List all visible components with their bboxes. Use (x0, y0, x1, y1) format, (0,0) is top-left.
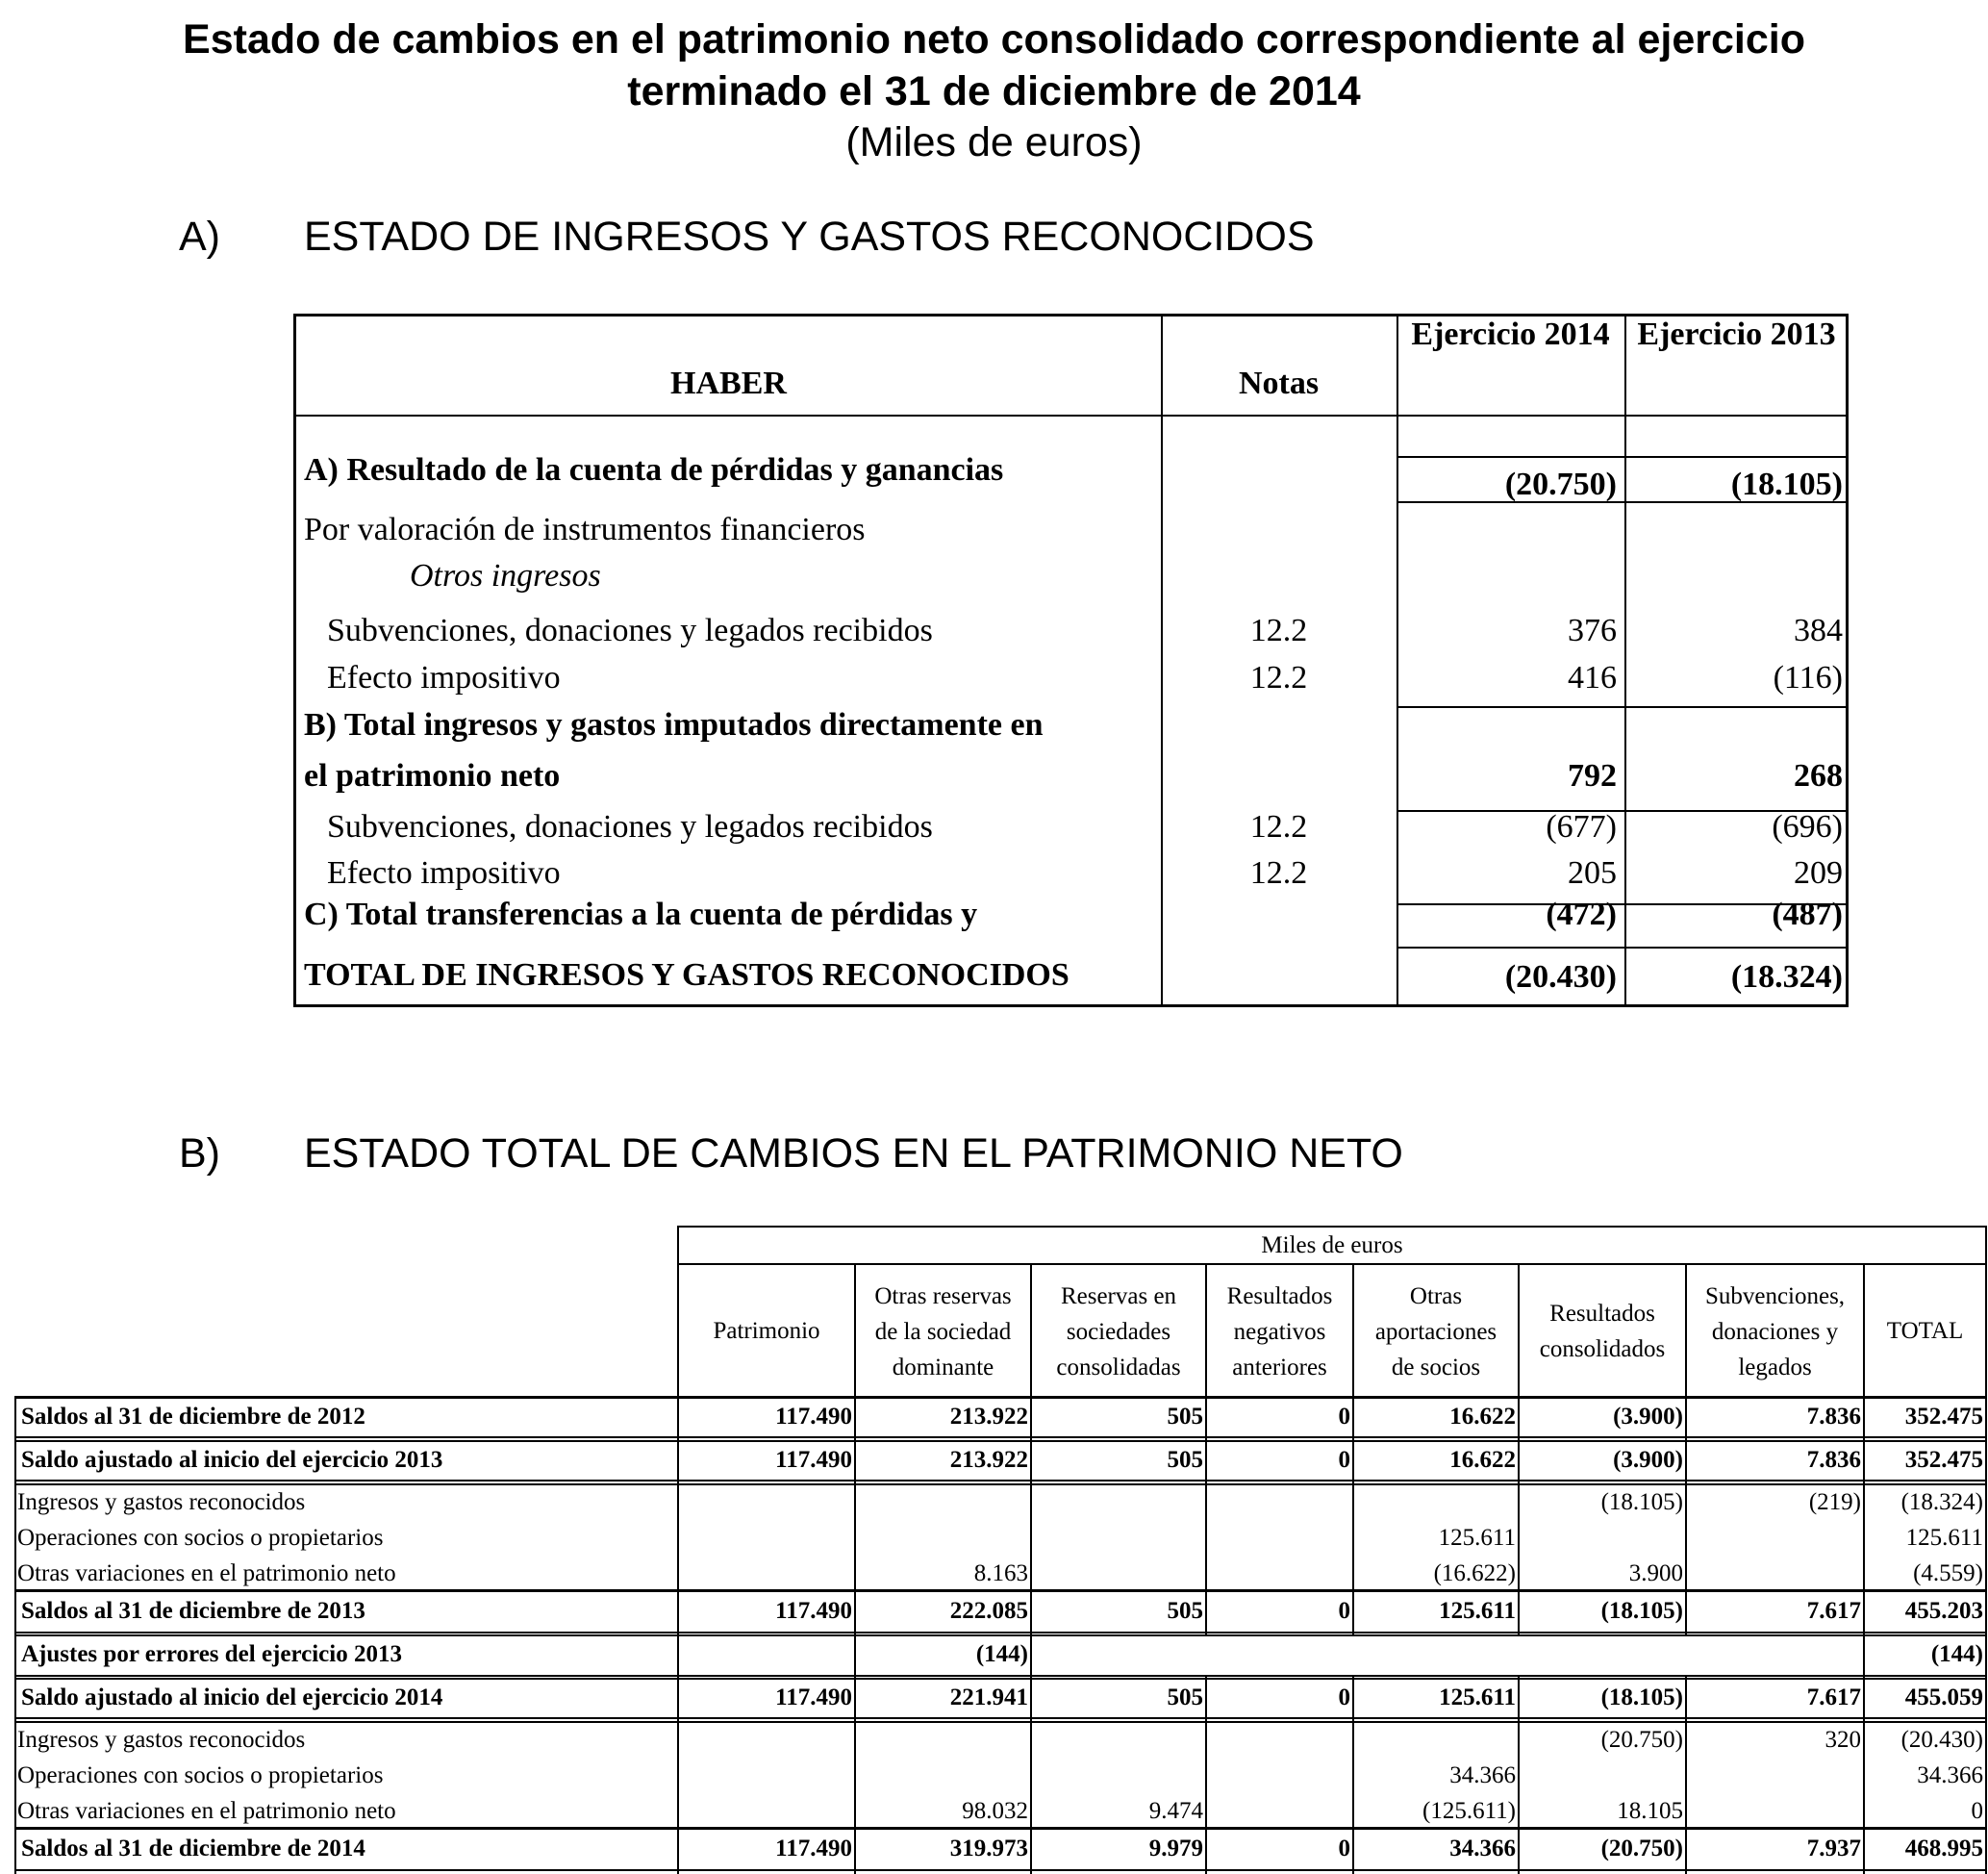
table-row-label: Ingresos y gastos reconocidos (17, 1489, 306, 1515)
row-note: 12.2 (1249, 855, 1308, 891)
row-value-2013: (696) (1772, 809, 1843, 845)
table-cell: 0 (1338, 1684, 1350, 1710)
col-header-otras-aportaciones: Otras aportaciones de socios (1374, 1283, 1497, 1380)
table-cell: 455.203 (1904, 1598, 1983, 1624)
table-b-rule (14, 1632, 1987, 1633)
row-value-2013: 268 (1794, 758, 1843, 794)
table-b-rule (14, 1717, 1987, 1719)
row-value-2013: (18.105) (1730, 467, 1843, 502)
table-row-label: Saldos al 31 de diciembre de 2012 (21, 1404, 365, 1430)
table-cell: 320 (1824, 1727, 1861, 1753)
table-cell: (18.105) (1600, 1489, 1683, 1515)
row-value-2013: 384 (1794, 613, 1843, 648)
row-label: Efecto impositivo (327, 855, 561, 891)
table-row-label: Operaciones con socios o propietarios (17, 1762, 384, 1788)
table-cell: 125.611 (1438, 1525, 1516, 1551)
header-year-2014: Ejercicio 2014 (1411, 317, 1610, 352)
section-a-letter: A) (179, 214, 220, 260)
row-label: TOTAL DE INGRESOS Y GASTOS RECONOCIDOS (304, 957, 1069, 993)
row-value-2014: 376 (1568, 613, 1617, 648)
table-cell: 7.617 (1806, 1598, 1861, 1624)
table-cell: (18.105) (1600, 1598, 1683, 1624)
table-cell: 34.366 (1917, 1762, 1983, 1788)
table-cell: 34.366 (1449, 1836, 1516, 1861)
row-note: 12.2 (1249, 809, 1308, 845)
table-cell: (219) (1808, 1489, 1861, 1515)
row-value-2013: (487) (1772, 897, 1843, 932)
row-label: Por valoración de instrumentos financieros (304, 512, 866, 547)
table-cell: 455.059 (1904, 1684, 1983, 1710)
row-value-2014: 205 (1568, 855, 1617, 891)
col-header-resultados-consolidados: Resultados consolidados (1539, 1301, 1666, 1362)
table-row-label: Otras variaciones en el patrimonio neto (17, 1560, 396, 1586)
table-cell: 7.836 (1806, 1404, 1861, 1430)
table-row-label: Otras variaciones en el patrimonio neto (17, 1798, 396, 1824)
table-b-rule (14, 1436, 1987, 1438)
col-header-patrimonio: Patrimonio (713, 1318, 820, 1344)
row-label: A) Resultado de la cuenta de pérdidas y ganancias (304, 452, 1004, 488)
header-haber: HABER (670, 366, 787, 401)
table-cell: 505 (1167, 1598, 1203, 1624)
table-cell: (18.324) (1900, 1489, 1983, 1515)
table-row-label: Ingresos y gastos reconocidos (17, 1727, 306, 1753)
row-value-2013: 209 (1794, 855, 1843, 891)
table-cell: 0 (1338, 1836, 1350, 1861)
table-cell: 7.617 (1806, 1684, 1861, 1710)
table-cell: 98.032 (962, 1798, 1028, 1824)
table-b-rule (14, 1869, 1987, 1871)
table-row-label: Saldo ajustado al inicio del ejercicio 2013 (21, 1447, 443, 1473)
table-cell: (4.559) (1913, 1560, 1983, 1586)
table-cell: (144) (1930, 1641, 1983, 1667)
table-cell: 0 (1338, 1447, 1350, 1473)
table-b-group-rule (677, 1263, 1987, 1265)
row-value-2014: (20.430) (1504, 959, 1617, 995)
table-row-label: Saldos al 31 de diciembre de 2013 (21, 1598, 365, 1624)
table-cell: 8.163 (973, 1560, 1028, 1586)
table-row-label: Saldos al 31 de diciembre de 2014 (21, 1836, 365, 1861)
table-cell: 125.611 (1439, 1598, 1516, 1624)
table-cell: 34.366 (1449, 1762, 1516, 1788)
group-header: Miles de euros (1261, 1232, 1403, 1258)
table-b-rule (14, 1480, 1987, 1481)
row-label: C) Total transferencias a la cuenta de pérdidas y (304, 897, 978, 932)
table-b-rule (14, 1396, 1987, 1399)
table-cell: 0 (1338, 1598, 1350, 1624)
row-note: 12.2 (1249, 660, 1308, 696)
table-cell: 117.490 (775, 1684, 852, 1710)
header-year-2013: Ejercicio 2013 (1637, 317, 1836, 352)
section-b-title: ESTADO TOTAL DE CAMBIOS EN EL PATRIMONIO NETO (304, 1130, 1403, 1177)
section-a-title: ESTADO DE INGRESOS Y GASTOS RECONOCIDOS (304, 214, 1315, 260)
row-value-2013: (116) (1773, 660, 1843, 696)
table-cell: (20.430) (1900, 1727, 1983, 1753)
row-label-continued: el patrimonio neto (304, 758, 561, 794)
table-cell: (20.750) (1600, 1836, 1683, 1861)
table-cell: 16.622 (1449, 1404, 1516, 1430)
table-cell: (18.105) (1600, 1684, 1683, 1710)
table-cell: 352.475 (1904, 1404, 1983, 1430)
col-header-resultados-negativos: Resultados negativos anteriores (1226, 1283, 1333, 1380)
table-cell: 125.611 (1905, 1525, 1983, 1551)
table-cell: 213.922 (949, 1404, 1028, 1430)
merged-cell-mask (1032, 1636, 1863, 1675)
col-header-reservas-sociedades: Reservas en sociedades consolidadas (1056, 1283, 1181, 1380)
table-cell: (3.900) (1613, 1404, 1683, 1430)
row-label: Subvenciones, donaciones y legados recibidos (327, 809, 933, 845)
section-b-letter: B) (179, 1130, 220, 1177)
row-value-2014: (20.750) (1504, 467, 1617, 502)
row-value-2014: 416 (1568, 660, 1617, 696)
table-cell: 505 (1167, 1404, 1203, 1430)
table-cell: 352.475 (1904, 1447, 1983, 1473)
table-b-rule (14, 1678, 1987, 1680)
table-cell: 213.922 (949, 1447, 1028, 1473)
row-label: Subvenciones, donaciones y legados recibidos (327, 613, 933, 648)
table-cell: (144) (975, 1641, 1028, 1667)
table-cell: 117.490 (775, 1404, 852, 1430)
table-row-label: Saldo ajustado al inicio del ejercicio 2014 (21, 1684, 443, 1710)
table-cell: 222.085 (949, 1598, 1028, 1624)
table-cell: 117.490 (775, 1598, 852, 1624)
table-cell: 319.973 (949, 1836, 1028, 1861)
table-cell: 9.979 (1148, 1836, 1203, 1861)
table-b-rule (14, 1675, 1987, 1677)
row-note: 12.2 (1249, 613, 1308, 648)
table-cell: 468.995 (1904, 1836, 1983, 1861)
table-cell: 117.490 (775, 1836, 852, 1861)
table-cell: 7.836 (1806, 1447, 1861, 1473)
table-cell: 125.611 (1439, 1684, 1516, 1710)
row-label: Otros ingresos (410, 558, 601, 594)
table-row-label: Operaciones con socios o propietarios (17, 1525, 384, 1551)
table-cell: 18.105 (1617, 1798, 1683, 1824)
table-b-divider (1985, 1226, 1987, 1874)
table-cell: 0 (1971, 1798, 1983, 1824)
table-cell: 7.937 (1806, 1836, 1861, 1861)
table-row-label: Ajustes por errores del ejercicio 2013 (21, 1641, 402, 1667)
col-header-total: TOTAL (1886, 1318, 1964, 1344)
table-cell: (20.750) (1600, 1727, 1683, 1753)
row-value-2013: (18.324) (1730, 959, 1843, 995)
col-header-subvenciones: Subvenciones, donaciones y legados (1704, 1283, 1846, 1380)
table-b-rule (14, 1440, 1987, 1442)
table-cell: (3.900) (1613, 1447, 1683, 1473)
table-cell: 505 (1167, 1447, 1203, 1473)
row-value-2014: (677) (1546, 809, 1617, 845)
row-label: B) Total ingresos y gastos imputados directamente en (304, 707, 1044, 743)
col-header-otras-reservas: Otras reservas de la sociedad dominante (874, 1283, 1012, 1380)
table-cell: 221.941 (949, 1684, 1028, 1710)
table-cell: 3.900 (1628, 1560, 1683, 1586)
table-cell: (125.611) (1422, 1798, 1516, 1824)
table-cell: 16.622 (1449, 1447, 1516, 1473)
table-cell: 9.474 (1148, 1798, 1203, 1824)
header-notas: Notas (1238, 366, 1320, 401)
table-cell: 0 (1338, 1404, 1350, 1430)
table-cell: (16.622) (1433, 1560, 1516, 1586)
table-cell: 117.490 (775, 1447, 852, 1473)
unit-subtitle: (Miles de euros) (845, 119, 1143, 165)
row-value-2014: 792 (1568, 758, 1617, 794)
title-line-2: terminado el 31 de diciembre de 2014 (627, 68, 1361, 114)
row-value-2014: (472) (1546, 897, 1617, 932)
row-label: Efecto impositivo (327, 660, 561, 696)
table-cell: 505 (1167, 1684, 1203, 1710)
title-line-1: Estado de cambios en el patrimonio neto consolidado correspondiente al ejercicio (183, 16, 1805, 63)
